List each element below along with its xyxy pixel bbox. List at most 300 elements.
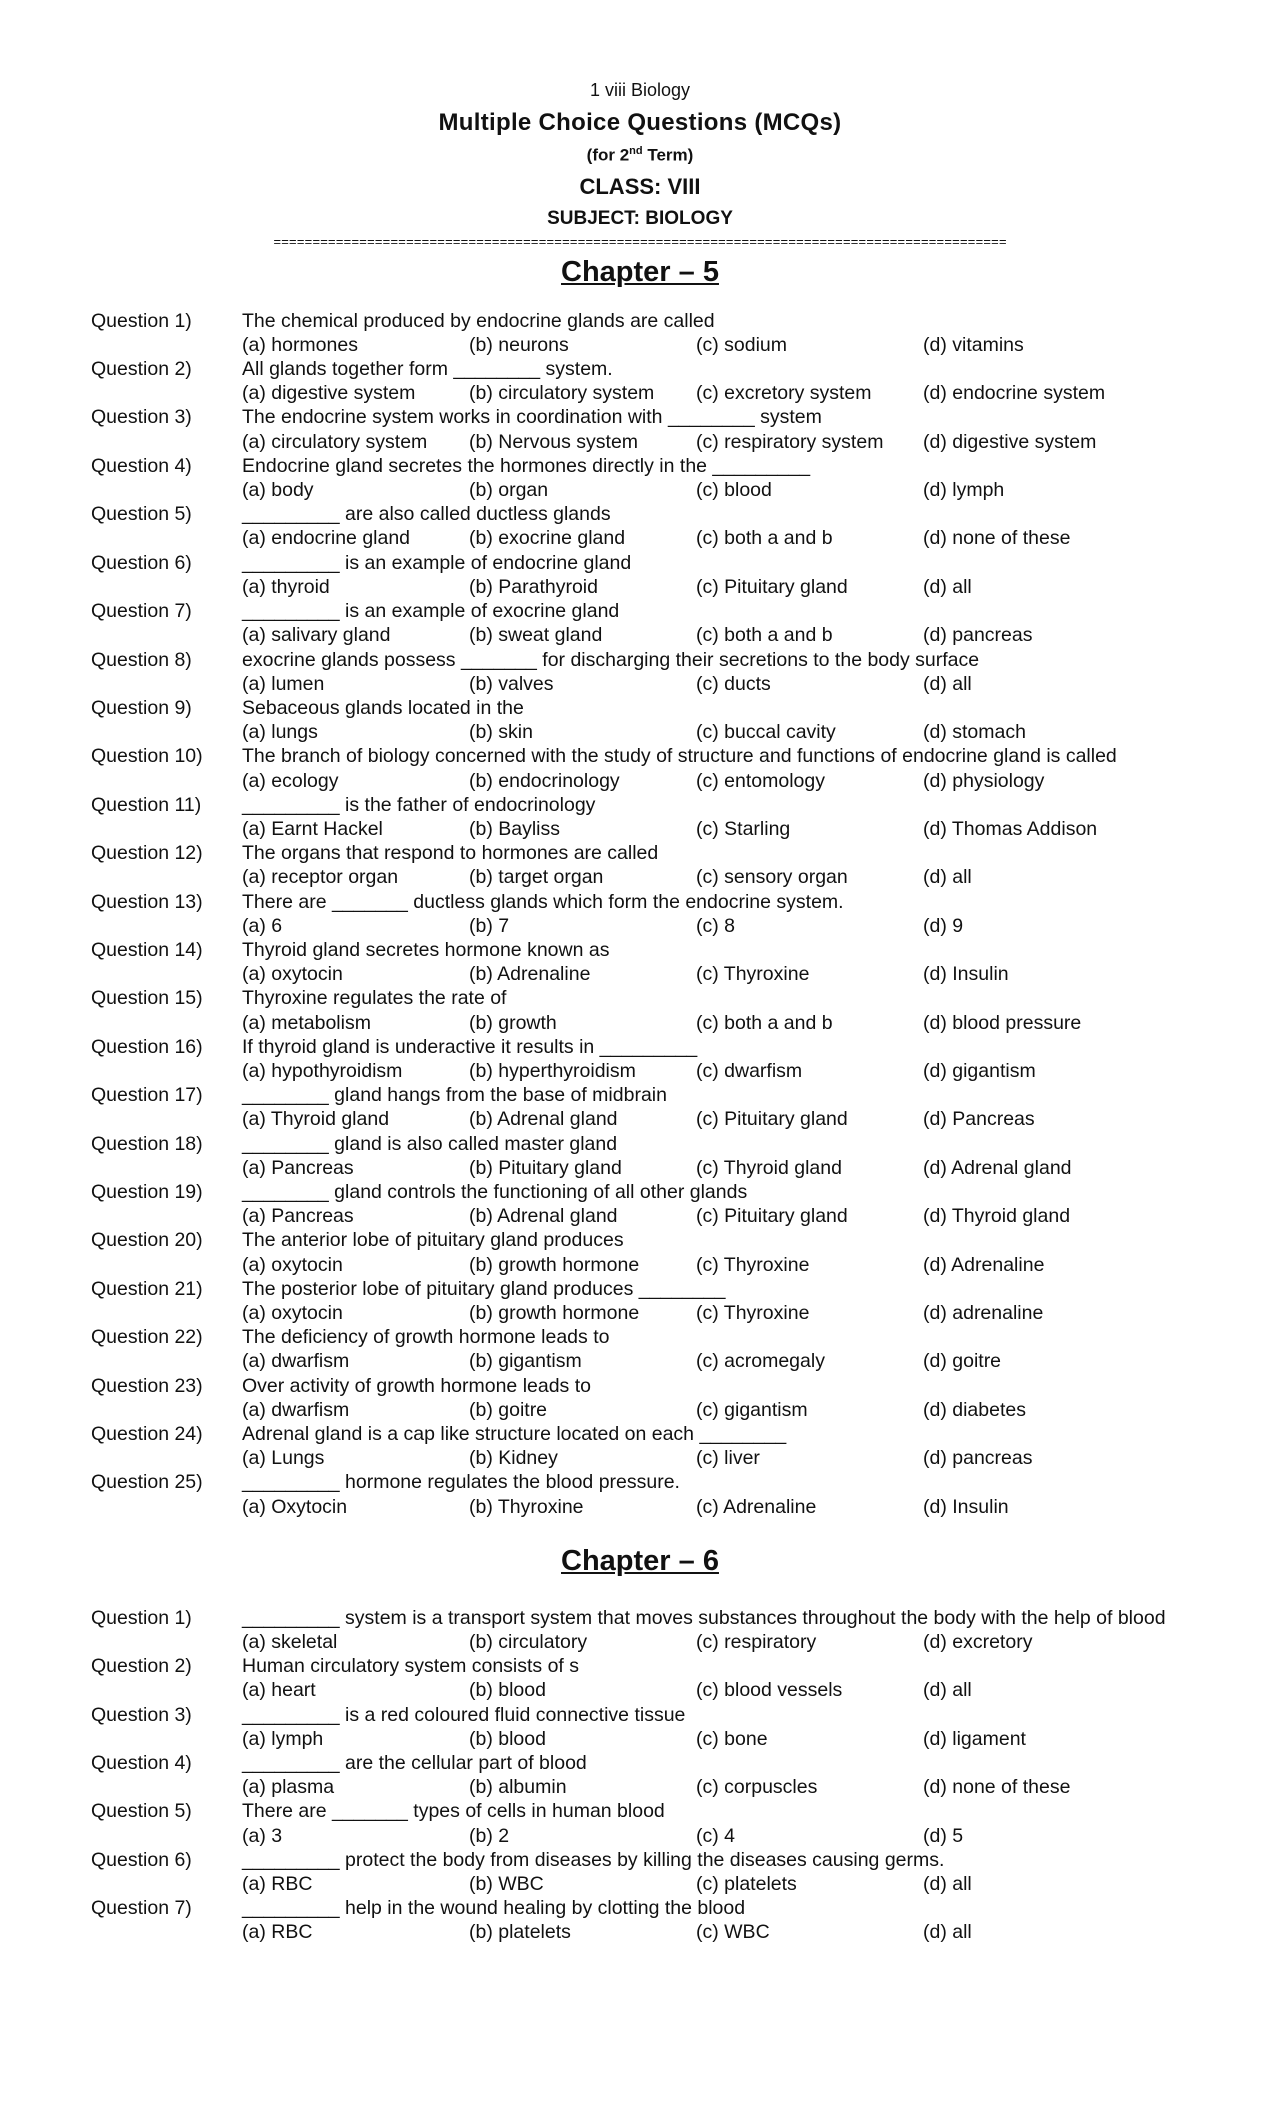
answer-option: (c) sodium [696, 333, 788, 356]
question-text: ________ gland is also called master gland [242, 1132, 618, 1155]
question-body [242, 405, 1211, 453]
question-item [91, 454, 1211, 502]
answer-options [242, 720, 1211, 744]
answer-options [242, 1446, 1211, 1470]
question-number: Question 6) [91, 1848, 192, 1871]
answer-option: (c) Pituitary gland [696, 575, 848, 598]
answer-option: (a) digestive system [242, 382, 416, 405]
answer-option: (b) growth hormone [469, 1301, 640, 1324]
answer-options [242, 333, 1211, 357]
question-text: Endocrine gland secretes the hormones directly in the _________ [242, 454, 811, 477]
question-number: Question 2) [91, 1655, 192, 1678]
question-number: Question 19) [91, 1180, 203, 1203]
answer-option: (a) Earnt Hackel [242, 817, 383, 840]
answer-options [242, 962, 1211, 986]
chapter-5-question-list [91, 309, 1211, 1519]
question-body [242, 1374, 1211, 1422]
question-body [242, 841, 1211, 889]
question-text: There are _______ types of cells in human blood [242, 1800, 665, 1823]
answer-option: (c) respiratory [696, 1631, 817, 1654]
answer-option: (c) Starling [696, 817, 791, 840]
question-item [91, 1277, 1211, 1325]
question-number: Question 16) [91, 1035, 203, 1058]
document-title: Multiple Choice Questions (MCQs) [438, 109, 842, 136]
question-item [91, 1374, 1211, 1422]
answer-option: (b) circulatory [469, 1631, 588, 1654]
question-number: Question 25) [91, 1471, 203, 1494]
question-item [91, 1180, 1211, 1228]
answer-options [242, 478, 1211, 502]
question-text: Adrenal gland is a cap like structure located on each ________ [242, 1423, 787, 1445]
question-item [91, 938, 1211, 986]
answer-option: (d) Thyroid gland [923, 1205, 1071, 1228]
question-text: Human circulatory system consists of s [242, 1655, 580, 1678]
answer-option: (b) Adrenal gland [469, 1205, 618, 1228]
answer-options [242, 1398, 1211, 1422]
answer-option: (b) Thyroxine [469, 1495, 584, 1518]
question-body [242, 1422, 1211, 1470]
answer-option: (c) corpuscles [696, 1776, 818, 1799]
question-body [242, 1180, 1211, 1228]
question-body [242, 1703, 1211, 1751]
answer-option: (b) growth hormone [469, 1253, 640, 1276]
question-body [242, 986, 1211, 1034]
answer-options [242, 381, 1211, 405]
question-item [91, 986, 1211, 1034]
question-text: _________ are also called ductless glands [242, 503, 611, 526]
question-number: Question 4) [91, 454, 192, 477]
question-text: _________ is an example of endocrine gland [242, 551, 632, 574]
question-item [91, 793, 1211, 841]
answer-option: (a) oxytocin [242, 1301, 343, 1324]
answer-option: (d) all [923, 1679, 972, 1702]
answer-option: (a) thyroid [242, 575, 330, 598]
answer-options [242, 1872, 1211, 1896]
answer-option: (d) none of these [923, 1776, 1071, 1799]
answer-option: (d) Thomas Addison [923, 817, 1098, 840]
answer-option: (a) lungs [242, 721, 318, 744]
question-number: Question 4) [91, 1752, 192, 1775]
question-item [91, 599, 1211, 647]
answer-option: (a) oxytocin [242, 963, 343, 986]
answer-option: (b) Bayliss [469, 817, 561, 840]
answer-option: (c) blood vessels [696, 1679, 843, 1702]
question-text: Thyroid gland secretes hormone known as [242, 938, 610, 961]
question-number: Question 3) [91, 1703, 192, 1726]
answer-option: (d) Insulin [923, 963, 1009, 986]
answer-option: (d) all [923, 1873, 972, 1896]
answer-option: (c) both a and b [696, 527, 833, 550]
answer-option: (a) RBC [242, 1921, 313, 1944]
answer-options [242, 1630, 1211, 1654]
answer-option: (d) physiology [923, 769, 1045, 792]
answer-options [242, 1678, 1211, 1702]
answer-option: (d) adrenaline [923, 1301, 1044, 1324]
question-text: Over activity of growth hormone leads to [242, 1374, 591, 1397]
answer-options [242, 1156, 1211, 1180]
answer-option: (b) Nervous system [469, 430, 639, 453]
question-body [242, 502, 1211, 550]
question-text: The branch of biology concerned with the study of structure and functions of endocrine gland is called [242, 745, 1117, 768]
answer-option: (c) Adrenaline [696, 1495, 817, 1518]
answer-option: (a) receptor organ [242, 866, 399, 889]
answer-option: (b) hyperthyroidism [469, 1059, 636, 1082]
answer-option: (d) pancreas [923, 624, 1033, 647]
answer-options [242, 1011, 1211, 1035]
answer-option: (c) Pituitary gland [696, 1108, 848, 1131]
question-number: Question 5) [91, 1800, 192, 1823]
answer-option: (c) platelets [696, 1873, 797, 1896]
question-body [242, 1035, 1211, 1083]
answer-option: (a) Thyroid gland [242, 1108, 390, 1131]
answer-options [242, 1349, 1211, 1373]
answer-option: (c) sensory organ [696, 866, 848, 889]
question-body [242, 1470, 1211, 1518]
question-text: ________ gland hangs from the base of midbrain [242, 1084, 667, 1107]
question-number: Question 20) [91, 1229, 203, 1252]
question-text: The posterior lobe of pituitary gland produces ________ [242, 1277, 726, 1300]
answer-option: (d) Adrenal gland [923, 1156, 1072, 1179]
question-item [91, 1132, 1211, 1180]
question-body [242, 309, 1211, 357]
question-body [242, 1896, 1211, 1944]
question-text: The anterior lobe of pituitary gland produces [242, 1229, 624, 1252]
question-number: Question 2) [91, 358, 192, 381]
question-body [242, 357, 1211, 405]
question-number: Question 5) [91, 503, 192, 526]
answer-option: (a) dwarfism [242, 1398, 350, 1421]
answer-option: (b) Adrenal gland [469, 1108, 618, 1131]
question-text: All glands together form ________ system. [242, 358, 613, 381]
question-item [91, 841, 1211, 889]
answer-option: (c) Thyroxine [696, 963, 810, 986]
term-prefix: (for 2 [586, 145, 630, 165]
question-body [242, 599, 1211, 647]
answer-option: (d) lymph [923, 479, 1005, 502]
answer-option: (b) circulatory system [469, 382, 655, 405]
header-divider: ============================================================================================== [273, 235, 1007, 250]
question-item [91, 502, 1211, 550]
question-text: The chemical produced by endocrine glands are called [242, 309, 715, 332]
question-body [242, 1228, 1211, 1276]
answer-option: (c) both a and b [696, 624, 833, 647]
question-text: Sebaceous glands located in the [242, 696, 524, 719]
question-number: Question 8) [91, 648, 192, 671]
question-text: exocrine glands possess _______ for discharging their secretions to the body surface [242, 648, 980, 671]
answer-option: (c) Thyroxine [696, 1253, 810, 1276]
answer-option: (d) stomach [923, 721, 1026, 744]
question-number: Question 7) [91, 600, 192, 623]
question-item [91, 1422, 1211, 1470]
subject-line: SUBJECT: BIOLOGY [547, 207, 733, 229]
question-number: Question 9) [91, 696, 192, 719]
question-item [91, 1654, 1211, 1702]
question-text: _________ are the cellular part of blood [242, 1752, 587, 1775]
answer-option: (b) neurons [469, 333, 569, 356]
question-text: The organs that respond to hormones are called [242, 842, 659, 865]
answer-option: (b) target organ [469, 866, 604, 889]
answer-option: (c) dwarfism [696, 1059, 803, 1082]
answer-options [242, 1107, 1211, 1131]
answer-option: (c) buccal cavity [696, 721, 836, 744]
answer-options [242, 430, 1211, 454]
answer-option: (a) Pancreas [242, 1205, 354, 1228]
answer-option: (d) ligament [923, 1727, 1026, 1750]
answer-option: (b) albumin [469, 1776, 567, 1799]
answer-option: (b) 7 [469, 914, 510, 937]
answer-option: (c) blood [696, 479, 772, 502]
answer-options [242, 1059, 1211, 1083]
term-superscript: nd [629, 145, 643, 157]
answer-option: (d) pancreas [923, 1447, 1033, 1470]
question-text: There are _______ ductless glands which form the endocrine system. [242, 890, 844, 913]
answer-option: (c) bone [696, 1727, 768, 1750]
answer-option: (d) Insulin [923, 1495, 1009, 1518]
question-body [242, 938, 1211, 986]
answer-option: (d) all [923, 672, 972, 695]
question-number: Question 15) [91, 987, 203, 1010]
answer-option: (d) digestive system [923, 430, 1097, 453]
answer-options [242, 575, 1211, 599]
answer-option: (a) hypothyroidism [242, 1059, 403, 1082]
answer-option: (a) 3 [242, 1824, 283, 1847]
answer-option: (b) goitre [469, 1398, 548, 1421]
answer-option: (a) Lungs [242, 1447, 325, 1470]
question-body [242, 1799, 1211, 1847]
answer-option: (c) Thyroid gland [696, 1156, 842, 1179]
question-body [242, 648, 1211, 696]
question-text: If thyroid gland is underactive it results in _________ [242, 1035, 698, 1058]
answer-option: (d) none of these [923, 527, 1071, 550]
question-number: Question 13) [91, 890, 203, 913]
question-item [91, 1035, 1211, 1083]
question-item [91, 1799, 1211, 1847]
answer-option: (c) gigantism [696, 1398, 808, 1421]
question-body [242, 1848, 1211, 1896]
page-label: 1 viii Biology [589, 80, 691, 100]
answer-options [242, 769, 1211, 793]
answer-option: (a) 6 [242, 914, 283, 937]
question-number: Question 3) [91, 406, 192, 429]
answer-options [242, 1495, 1211, 1519]
question-text: ________ gland controls the functioning of all other glands [242, 1180, 748, 1203]
answer-option: (c) Pituitary gland [696, 1205, 848, 1228]
answer-option: (a) metabolism [242, 1011, 371, 1034]
answer-options [242, 817, 1211, 841]
answer-option: (a) hormones [242, 333, 358, 356]
term-suffix: Term) [642, 145, 694, 165]
document-header [0, 80, 1280, 250]
answer-option: (b) skin [469, 721, 533, 744]
answer-option: (c) respiratory system [696, 430, 884, 453]
answer-option: (d) endocrine system [923, 382, 1106, 405]
answer-options [242, 1775, 1211, 1799]
answer-options [242, 526, 1211, 550]
answer-option: (b) blood [469, 1727, 546, 1750]
question-body [242, 1751, 1211, 1799]
answer-option: (d) diabetes [923, 1398, 1026, 1421]
answer-option: (d) all [923, 575, 972, 598]
answer-option: (c) 4 [696, 1824, 735, 1847]
answer-option: (b) growth [469, 1011, 557, 1034]
answer-options [242, 672, 1211, 696]
answer-option: (d) blood pressure [923, 1011, 1082, 1034]
answer-option: (a) skeletal [242, 1631, 338, 1654]
answer-option: (a) plasma [242, 1776, 335, 1799]
question-body [242, 1654, 1211, 1702]
question-number: Question 22) [91, 1326, 203, 1349]
question-item [91, 551, 1211, 599]
question-text: _________ protect the body from diseases by killing the diseases causing germs. [242, 1848, 945, 1871]
answer-option: (a) dwarfism [242, 1350, 350, 1373]
question-number: Question 23) [91, 1374, 203, 1397]
answer-option: (b) Adrenaline [469, 963, 591, 986]
answer-options [242, 1727, 1211, 1751]
answer-option: (b) blood [469, 1679, 546, 1702]
question-item [91, 648, 1211, 696]
question-number: Question 14) [91, 938, 203, 961]
question-body [242, 1606, 1211, 1654]
answer-option: (d) Pancreas [923, 1108, 1035, 1131]
answer-option: (c) acromegaly [696, 1350, 825, 1373]
answer-option: (a) oxytocin [242, 1253, 343, 1276]
question-text: _________ hormone regulates the blood pressure. [242, 1471, 680, 1494]
answer-option: (b) platelets [469, 1921, 571, 1944]
answer-option: (a) lumen [242, 672, 325, 695]
question-number: Question 1) [91, 1606, 192, 1629]
question-item [91, 1751, 1211, 1799]
question-text: _________ is the father of endocrinology [242, 793, 596, 816]
question-text: The deficiency of growth hormone leads to [242, 1326, 610, 1349]
answer-options [242, 1824, 1211, 1848]
answer-options [242, 1204, 1211, 1228]
chapter-6-question-list [91, 1606, 1211, 1945]
answer-option: (a) salivary gland [242, 624, 391, 647]
answer-option: (d) Adrenaline [923, 1253, 1045, 1276]
answer-option: (b) Kidney [469, 1447, 558, 1470]
question-item [91, 1325, 1211, 1373]
class-line: CLASS: VIII [579, 173, 701, 199]
question-item [91, 1228, 1211, 1276]
question-item [91, 309, 1211, 357]
answer-option: (d) all [923, 866, 972, 889]
answer-option: (a) Pancreas [242, 1156, 354, 1179]
answer-option: (c) excretory system [696, 382, 872, 405]
answer-option: (a) RBC [242, 1873, 313, 1896]
question-body [242, 454, 1211, 502]
answer-option: (d) goitre [923, 1350, 1002, 1373]
answer-option: (d) 9 [923, 914, 964, 937]
question-item [91, 744, 1211, 792]
question-number: Question 11) [91, 793, 202, 816]
answer-option: (b) Parathyroid [469, 575, 598, 598]
answer-option: (a) heart [242, 1679, 316, 1702]
answer-option: (c) ducts [696, 672, 771, 695]
question-number: Question 10) [91, 745, 203, 768]
chapter-5-heading: Chapter – 5 [561, 255, 719, 288]
question-number: Question 6) [91, 551, 192, 574]
question-item [91, 696, 1211, 744]
answer-options [242, 914, 1211, 938]
question-text: Thyroxine regulates the rate of [242, 987, 507, 1010]
answer-options [242, 1920, 1211, 1944]
question-body [242, 1325, 1211, 1373]
answer-option: (d) all [923, 1921, 972, 1944]
question-number: Question 18) [91, 1132, 203, 1155]
answer-option: (d) 5 [923, 1824, 964, 1847]
answer-options [242, 623, 1211, 647]
question-item [91, 357, 1211, 405]
answer-option: (a) body [242, 479, 314, 502]
answer-option: (b) gigantism [469, 1350, 582, 1373]
answer-option: (c) both a and b [696, 1011, 833, 1034]
question-body [242, 551, 1211, 599]
question-item [91, 1470, 1211, 1518]
question-number: Question 12) [91, 842, 203, 865]
answer-option: (b) WBC [469, 1873, 544, 1896]
question-number: Question 17) [91, 1084, 203, 1107]
question-number: Question 1) [91, 309, 192, 332]
question-item [91, 1606, 1211, 1654]
answer-option: (d) vitamins [923, 333, 1024, 356]
question-number: Question 24) [91, 1423, 203, 1445]
answer-option: (a) circulatory system [242, 430, 428, 453]
answer-option: (a) ecology [242, 769, 339, 792]
question-item [91, 1848, 1211, 1896]
question-text: _________ is a red coloured fluid connective tissue [242, 1703, 686, 1726]
answer-option: (b) endocrinology [469, 769, 620, 792]
question-text: _________ is an example of exocrine gland [242, 600, 620, 623]
answer-options [242, 865, 1211, 889]
question-number: Question 7) [91, 1897, 192, 1920]
question-item [91, 890, 1211, 938]
answer-options [242, 1301, 1211, 1325]
answer-option: (c) 8 [696, 914, 735, 937]
question-item [91, 1896, 1211, 1944]
question-number: Question 21) [91, 1277, 203, 1300]
answer-option: (a) lymph [242, 1727, 324, 1750]
answer-option: (a) endocrine gland [242, 527, 411, 550]
question-text: _________ help in the wound healing by clotting the blood [242, 1897, 746, 1920]
question-text: _________ system is a transport system that moves substances throughout the body with the help of blood [242, 1606, 1166, 1629]
question-item [91, 1703, 1211, 1751]
answer-option: (b) Pituitary gland [469, 1156, 622, 1179]
question-body [242, 890, 1211, 938]
question-body [242, 1083, 1211, 1131]
question-item [91, 1083, 1211, 1131]
question-item [91, 405, 1211, 453]
answer-option: (d) excretory [923, 1631, 1033, 1654]
answer-option: (c) Thyroxine [696, 1301, 810, 1324]
answer-option: (c) entomology [696, 769, 825, 792]
answer-option: (c) liver [696, 1447, 760, 1470]
answer-options [242, 1253, 1211, 1277]
answer-option: (b) sweat gland [469, 624, 603, 647]
question-text: The endocrine system works in coordination with ________ system [242, 406, 822, 429]
answer-option: (c) WBC [696, 1921, 770, 1944]
answer-option: (b) exocrine gland [469, 527, 626, 550]
answer-option: (b) organ [469, 479, 549, 502]
answer-option: (b) valves [469, 672, 554, 695]
question-body [242, 1132, 1211, 1180]
question-body [242, 793, 1211, 841]
question-body [242, 1277, 1211, 1325]
question-body [242, 696, 1211, 744]
answer-option: (b) 2 [469, 1824, 510, 1847]
answer-option: (a) Oxytocin [242, 1495, 348, 1518]
question-body [242, 744, 1211, 792]
chapter-6-heading: Chapter – 6 [561, 1544, 719, 1577]
